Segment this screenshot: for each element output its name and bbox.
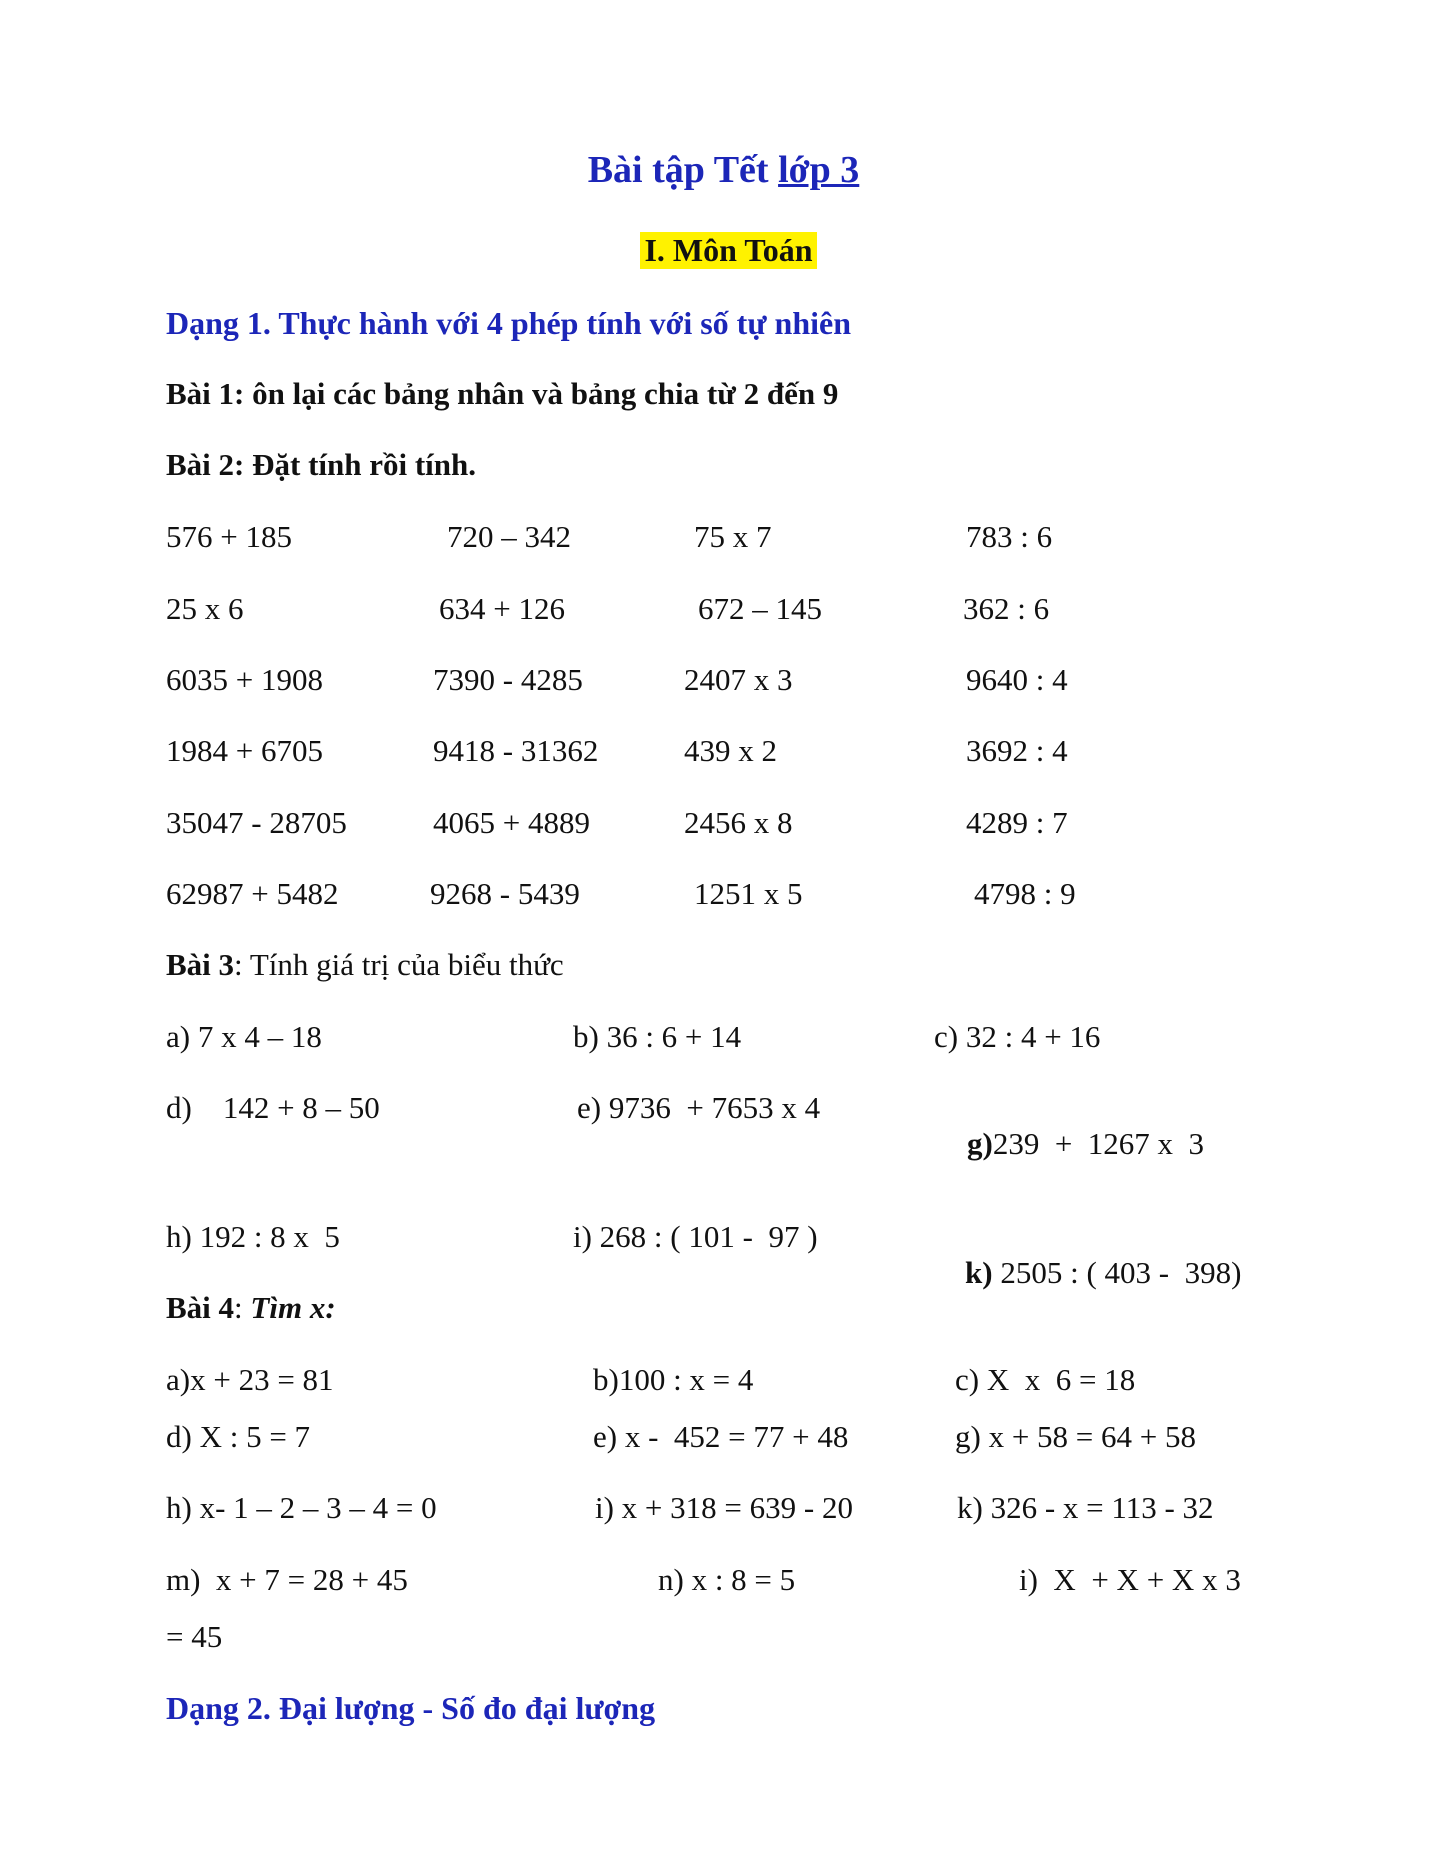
bai3-item-b: b) 36 : 6 + 14 (573, 1019, 742, 1054)
exercise-4-colon: : (234, 1290, 251, 1325)
bai4-item-k: k) 326 - x = 113 - 32 (957, 1490, 1214, 1525)
title-link[interactable]: lớp 3 (778, 149, 860, 191)
bai4-item-n: n) x : 8 = 5 (658, 1562, 796, 1597)
bai4-item-i2-continued: = 45 (166, 1619, 223, 1654)
bai2-cell: 62987 + 5482 (166, 876, 339, 911)
bai2-cell: 4798 : 9 (974, 876, 1076, 911)
subtitle-wrap (0, 232, 1447, 269)
section-2-heading: Dạng 2. Đại lượng - Số đo đại lượng (166, 1690, 656, 1726)
bai4-item-b: b)100 : x = 4 (593, 1362, 754, 1397)
bai3-item-e: e) 9736 + 7653 x 4 (577, 1090, 821, 1125)
bai3-item-g-text: 239 + 1267 x 3 (992, 1126, 1205, 1161)
exercise-4 (166, 1290, 336, 1326)
exercise-4-text: Tìm x: (250, 1290, 336, 1325)
bai4-item-d: d) X : 5 = 7 (166, 1419, 311, 1454)
bai3-item-k-label: k) (965, 1255, 993, 1290)
bai4-item-i: i) x + 318 = 639 - 20 (595, 1490, 853, 1525)
subject-heading: I. Môn Toán (640, 232, 816, 269)
bai4-item-m: m) x + 7 = 28 + 45 (166, 1562, 408, 1597)
bai2-cell: 75 x 7 (694, 519, 772, 554)
bai3-item-i: i) 268 : ( 101 - 97 ) (573, 1219, 818, 1254)
bai2-cell: 362 : 6 (963, 591, 1050, 626)
bai2-cell: 1251 x 5 (694, 876, 803, 911)
bai3-item-d: d) 142 + 8 – 50 (166, 1090, 380, 1125)
exercise-4-label: Bài 4 (166, 1290, 235, 1325)
bai3-item-h: h) 192 : 8 x 5 (166, 1219, 340, 1254)
bai2-cell: 9418 - 31362 (433, 733, 599, 768)
bai3-item-g-label: g) (967, 1126, 993, 1161)
bai3-item-a: a) 7 x 4 – 18 (166, 1019, 322, 1054)
bai2-cell: 634 + 126 (439, 591, 565, 626)
bai2-cell: 672 – 145 (698, 591, 822, 626)
bai2-cell: 2456 x 8 (684, 805, 793, 840)
exercise-1: Bài 1: ôn lại các bảng nhân và bảng chia từ 2 đến 9 (166, 376, 839, 411)
bai2-cell: 4289 : 7 (966, 805, 1068, 840)
bai4-item-a: a)x + 23 = 81 (166, 1362, 334, 1397)
exercise-3 (166, 947, 564, 983)
bai2-cell: 576 + 185 (166, 519, 292, 554)
bai2-cell: 6035 + 1908 (166, 662, 323, 697)
bai3-item-g (936, 1090, 1204, 1198)
bai2-cell: 720 – 342 (447, 519, 571, 554)
bai2-cell: 9268 - 5439 (430, 876, 580, 911)
bai2-cell: 9640 : 4 (966, 662, 1068, 697)
bai3-item-c: c) 32 : 4 + 16 (934, 1019, 1101, 1054)
bai2-cell: 25 x 6 (166, 591, 244, 626)
exercise-3-label: Bài 3 (166, 947, 235, 982)
bai2-cell: 4065 + 4889 (433, 805, 590, 840)
bai4-item-c: c) X x 6 = 18 (955, 1362, 1136, 1397)
bai2-cell: 7390 - 4285 (433, 662, 583, 697)
exercise-3-text: : Tính giá trị của biểu thức (234, 947, 564, 982)
section-1-heading: Dạng 1. Thực hành với 4 phép tính với số tự nhiên (166, 305, 852, 341)
bai4-item-h: h) x- 1 – 2 – 3 – 4 = 0 (166, 1490, 437, 1525)
page-title (0, 148, 1447, 192)
bai2-cell: 783 : 6 (966, 519, 1053, 554)
bai4-item-g: g) x + 58 = 64 + 58 (955, 1419, 1197, 1454)
bai2-cell: 1984 + 6705 (166, 733, 323, 768)
bai3-item-k (934, 1219, 1241, 1327)
bai3-item-k-text: 2505 : ( 403 - 398) (992, 1255, 1242, 1290)
bai4-item-e: e) x - 452 = 77 + 48 (593, 1419, 849, 1454)
title-text: Bài tập Tết (587, 149, 779, 191)
bai4-item-i2: i) X + X + X x 3 (1019, 1562, 1241, 1597)
bai2-cell: 3692 : 4 (966, 733, 1068, 768)
bai2-cell: 35047 - 28705 (166, 805, 347, 840)
bai2-cell: 2407 x 3 (684, 662, 793, 697)
bai2-cell: 439 x 2 (684, 733, 777, 768)
exercise-2: Bài 2: Đặt tính rồi tính. (166, 447, 477, 482)
